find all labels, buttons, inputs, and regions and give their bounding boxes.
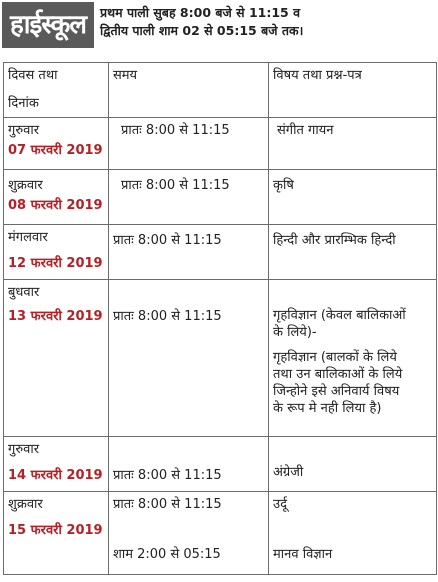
subject-line: गृहविज्ञान (बालकों के लिये	[273, 350, 397, 365]
row-time-text: प्रातः 8:00 से 11:15	[121, 178, 230, 193]
subject-line: गृहविज्ञान (केवल बालिकाओं	[273, 308, 406, 323]
row-subject-text: कृषि	[273, 178, 294, 193]
exam-schedule-table	[3, 62, 437, 575]
shift-line-1: प्रथम पाली सुबह 8:00 बजे से 11:15 व	[100, 5, 301, 20]
header-subject-label: विषय तथा प्रश्न-पत्र	[273, 68, 362, 83]
row-subject	[269, 225, 437, 280]
page-header	[0, 0, 438, 54]
row-subject	[269, 492, 437, 575]
row-time-text-2: शाम 2:00 से 05:15	[113, 547, 221, 562]
row-day-date	[4, 280, 109, 437]
row-date: 13 फरवरी 2019	[8, 309, 103, 324]
row-subject	[269, 437, 437, 492]
table-row	[4, 492, 437, 575]
shift-timings	[100, 4, 303, 40]
row-subject-text: अंग्रेजी	[273, 465, 304, 480]
shift-line-2: द्वितीय पाली शाम 02 से 05:15 बजे तक।	[100, 23, 304, 38]
row-day-date	[4, 225, 109, 280]
row-time-text: प्रातः 8:00 से 11:15	[113, 497, 222, 512]
row-day: गुरुवार	[8, 123, 40, 138]
row-day: गुरुवार	[8, 442, 40, 457]
row-subject	[269, 280, 437, 437]
table-row	[4, 225, 437, 280]
row-subject-text: हिन्दी और प्रारम्भिक हिन्दी	[273, 233, 396, 248]
row-day-date	[4, 492, 109, 575]
row-day: शुक्रवार	[8, 497, 43, 512]
row-date: 15 फरवरी 2019	[8, 523, 103, 538]
row-date: 08 फरवरी 2019	[8, 198, 103, 213]
row-subject-text: उर्दू	[273, 497, 288, 512]
header-subject	[269, 63, 437, 118]
row-time	[109, 118, 269, 170]
row-day-date	[4, 118, 109, 170]
row-time	[109, 170, 269, 225]
table-row	[4, 437, 437, 492]
row-time	[109, 280, 269, 437]
row-day-date	[4, 437, 109, 492]
row-subject	[269, 170, 437, 225]
row-day: बुधवार	[8, 285, 40, 300]
row-subject-text-2: मानव विज्ञान	[273, 547, 333, 562]
table-row	[4, 118, 437, 170]
row-time-text: प्रातः 8:00 से 11:15	[113, 233, 222, 248]
row-time-text: प्रातः 8:00 से 11:15	[121, 123, 230, 138]
row-date: 07 फरवरी 2019	[8, 143, 103, 158]
subject-line: तथा उन बालिकाओं के लिये	[273, 367, 403, 382]
section-badge: हाईस्कूल	[2, 2, 94, 48]
header-day-label: दिवस तथा	[8, 68, 58, 83]
table-row	[4, 170, 437, 225]
subject-line: के रूप मे नही लिया है)	[273, 401, 382, 416]
row-subject-text: संगीत गायन	[277, 123, 334, 138]
row-day: मंगलवार	[8, 230, 48, 245]
header-day-date	[4, 63, 109, 118]
row-time	[109, 492, 269, 575]
subject-line: जिन्होने इसे अनिवार्य विषय	[273, 384, 400, 399]
row-date: 14 फरवरी 2019	[8, 468, 103, 483]
table-row	[4, 280, 437, 437]
table-header-row	[4, 63, 437, 118]
row-time	[109, 437, 269, 492]
row-date: 12 फरवरी 2019	[8, 256, 103, 271]
row-time	[109, 225, 269, 280]
row-time-text: प्रातः 8:00 से 11:15	[113, 309, 222, 324]
header-time	[109, 63, 269, 118]
row-time-text: प्रातः 8:00 से 11:15	[113, 468, 222, 483]
row-day-date	[4, 170, 109, 225]
header-time-label: समय	[113, 68, 138, 83]
row-subject	[269, 118, 437, 170]
subject-line: के लिये)-	[273, 325, 317, 340]
header-date-label: दिनांक	[8, 96, 39, 111]
row-day: शुक्रवार	[8, 178, 43, 193]
